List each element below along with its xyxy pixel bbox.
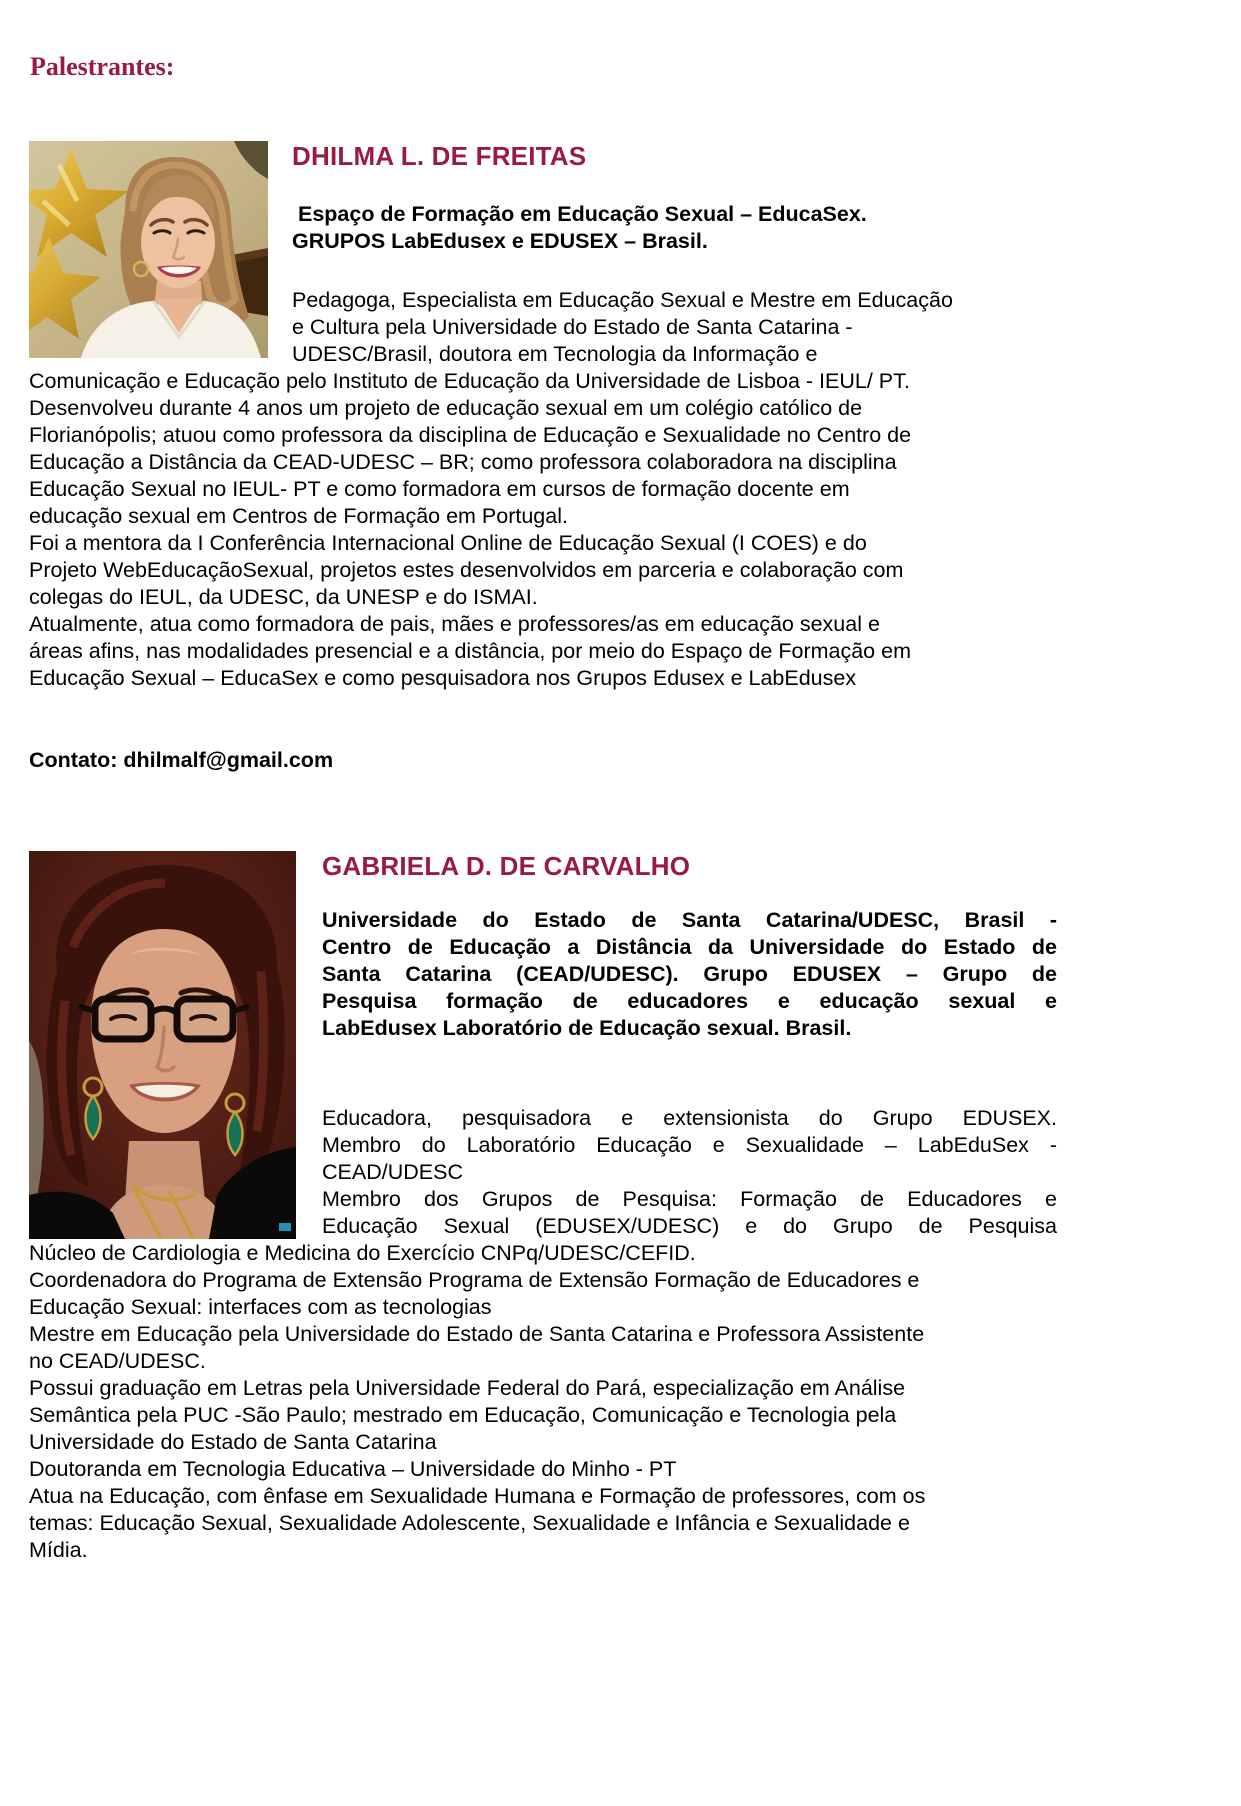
text-line: Membro do Laboratório Educação e Sexualidade – LabEduSex - (322, 1132, 1057, 1157)
text-line: Atua na Educação, com ênfase em Sexualidade Humana e Formação de professores, com os (29, 1483, 926, 1508)
speaker-section-dhilma (29, 141, 1057, 796)
text-line: no CEAD/UDESC. (29, 1348, 206, 1373)
text-line: Espaço de Formação em Educação Sexual – EducaSex. (292, 202, 867, 226)
text-line: GRUPOS LabEdusex e EDUSEX – Brasil. (292, 229, 708, 253)
text-line: áreas afins, nas modalidades presencial e a distância, por meio do Espaço de Formação em (29, 639, 911, 663)
text-line: Universidade do Estado de Santa Catarina/UDESC, Brasil - (322, 907, 1057, 932)
text-line: temas: Educação Sexual, Sexualidade Adolescente, Sexualidade e Infância e Sexualidade e (29, 1510, 910, 1535)
text-line: Núcleo de Cardiologia e Medicina do Exercício CNPq/UDESC/CEFID. (29, 1240, 696, 1265)
speaker-bio (29, 1240, 1057, 1564)
text-line: Universidade do Estado de Santa Catarina (29, 1429, 437, 1454)
speaker-name: DHILMA L. DE FREITAS (292, 141, 587, 171)
dhilma-photo (29, 141, 268, 358)
text-line: Doutoranda em Tecnologia Educativa – Universidade do Minho - PT (29, 1456, 677, 1481)
text-line: Educação Sexual (EDUSEX/UDESC) e do Grupo de Pesquisa (322, 1213, 1057, 1238)
page-title: Palestrantes: (30, 52, 175, 81)
text-line: Comunicação e Educação pelo Instituto de Educação da Universidade de Lisboa - IEUL/ PT. (29, 369, 910, 393)
text-line: Foi a mentora da I Conferência Internacional Online de Educação Sexual (I COES) e do (29, 531, 867, 555)
text-line: Projeto WebEducaçãoSexual, projetos estes desenvolvidos em parceria e colaboração com (29, 558, 904, 582)
text-line: Desenvolveu durante 4 anos um projeto de educação sexual em um colégio católico de (29, 396, 863, 420)
text-line: Santa Catarina (CEAD/UDESC). Grupo EDUSEX – Grupo de (322, 961, 1057, 986)
text-line: Mestre em Educação pela Universidade do Estado de Santa Catarina e Professora Assistente (29, 1321, 925, 1346)
text-line: UDESC/Brasil, doutora em Tecnologia da Informação e (292, 342, 818, 366)
speaker-name: GABRIELA D. DE CARVALHO (322, 850, 691, 881)
text-line: LabEdusex Laboratório de Educação sexual. Brasil. (322, 1015, 852, 1040)
text-line: Florianópolis; atuou como professora da disciplina de Educação e Sexualidade no Centro de (29, 423, 912, 447)
gabriela-photo (29, 851, 296, 1239)
text-line: Centro de Educação a Distância da Universidade do Estado de (322, 934, 1057, 959)
text-line: Educação Sexual: interfaces com as tecnologias (29, 1294, 492, 1319)
text-line: Mídia. (29, 1537, 88, 1562)
text-line: Educação Sexual – EducaSex e como pesquisadora nos Grupos Edusex e LabEdusex (29, 666, 857, 690)
watermark (279, 1223, 291, 1231)
text-line: Semântica pela PUC -São Paulo; mestrado em Educação, Comunicação e Tecnologia pela (29, 1402, 897, 1427)
speaker-section-gabriela (29, 851, 1057, 1564)
text-line: Possui graduação em Letras pela Universidade Federal do Pará, especialização em Análise (29, 1375, 906, 1400)
text-line: e Cultura pela Universidade do Estado de Santa Catarina - (292, 315, 853, 339)
text-line: Atualmente, atua como formadora de pais, mães e professores/as em educação sexual e (29, 612, 880, 636)
text-line: colegas do IEUL, da UDESC, da UNESP e do ISMAI. (29, 585, 538, 609)
text-line: Pedagoga, Especialista em Educação Sexual e Mestre em Educação (292, 288, 953, 312)
text-line: Educadora, pesquisadora e extensionista do Grupo EDUSEX. (322, 1105, 1057, 1130)
text-line: Pesquisa formação de educadores e educação sexual e (322, 988, 1057, 1013)
text-line: educação sexual em Centros de Formação em Portugal. (29, 504, 568, 528)
text-line: Coordenadora do Programa de Extensão Programa de Extensão Formação de Educadores e (29, 1267, 920, 1292)
text-line: Membro dos Grupos de Pesquisa: Formação de Educadores e (322, 1186, 1057, 1211)
speaker-contact: Contato: dhilmalf@gmail.com (29, 748, 334, 772)
text-line: Educação Sexual no IEUL- PT e como formadora em cursos de formação docente em (29, 477, 850, 501)
text-line: Educação a Distância da CEAD-UDESC – BR; como professora colaboradora na disciplina (29, 450, 897, 474)
text-line: CEAD/UDESC (322, 1159, 463, 1184)
